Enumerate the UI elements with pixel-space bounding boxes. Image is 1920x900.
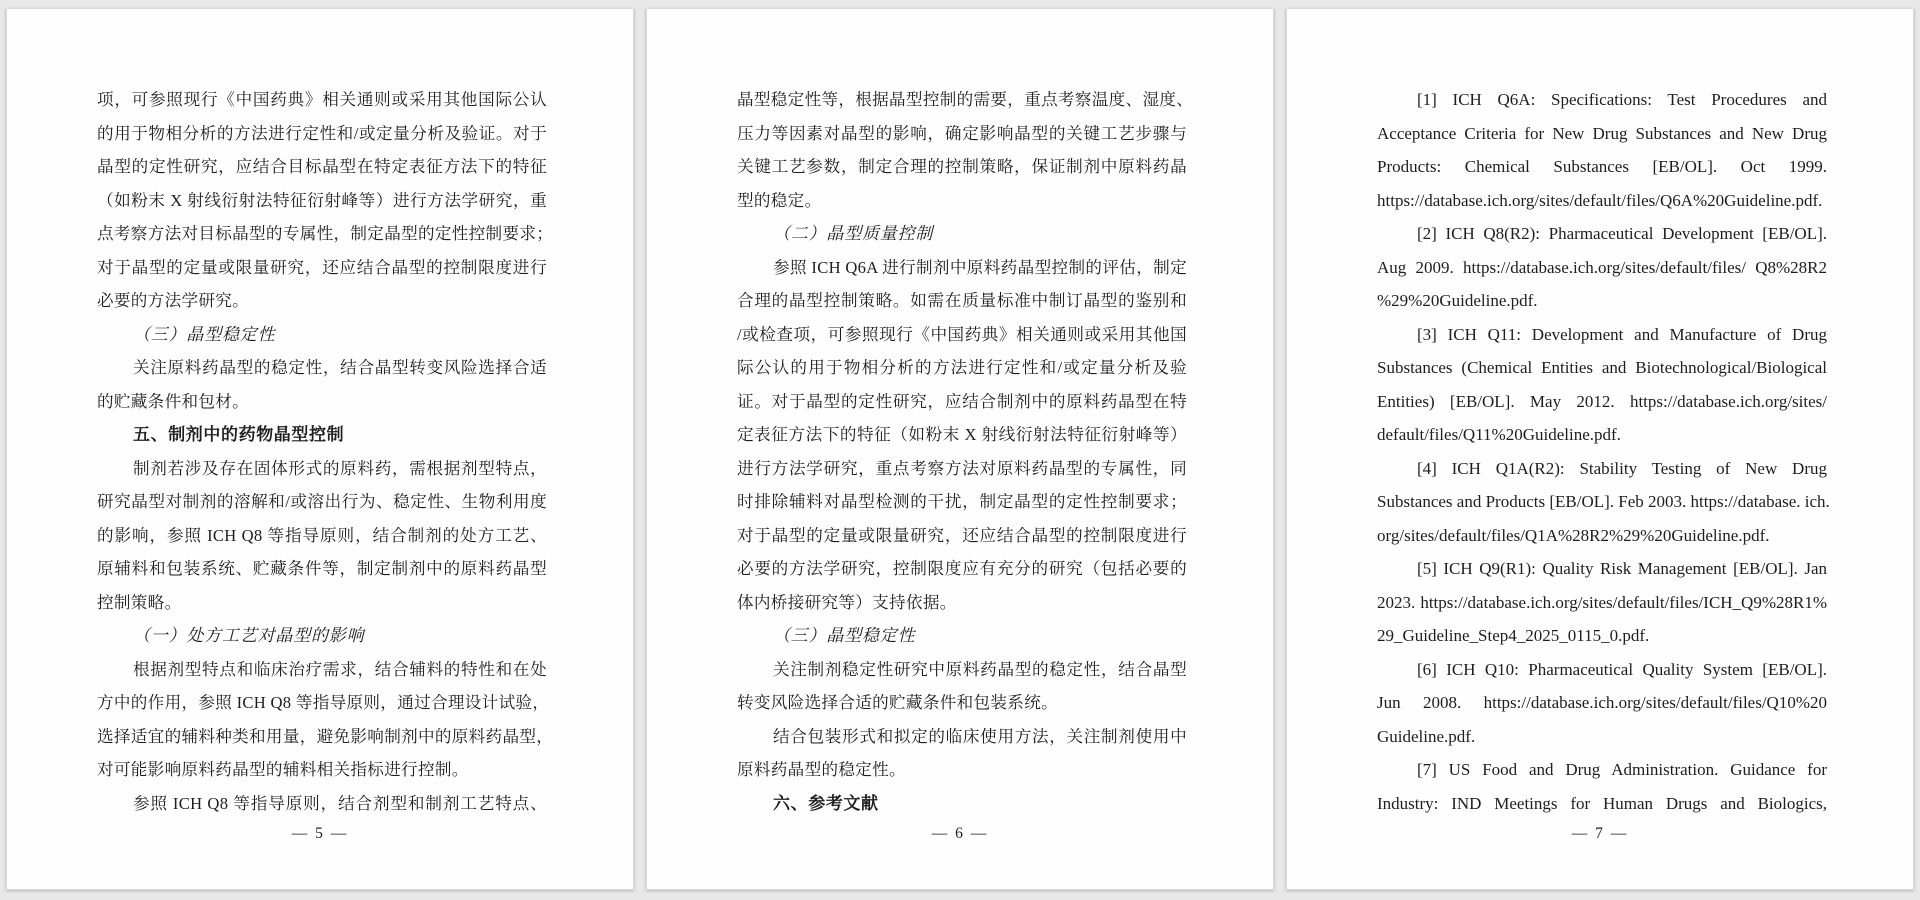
text-line: 原辅料和包装系统、贮藏条件等，制定制剂中的原料药晶型	[97, 559, 547, 578]
text-line: [7] US Food and Drug Administration. Guidance for	[1417, 760, 1827, 779]
text-line: 项，可参照现行《中国药典》相关通则或采用其他国际公认	[97, 90, 547, 109]
text-line: %29%20Guideline.pdf.	[1377, 291, 1538, 310]
text-line: 参照 ICH Q6A 进行制剂中原料药晶型控制的评估，制定	[773, 257, 1187, 277]
text-line: 根据剂型特点和临床治疗需求，结合辅料的特性和在处	[133, 659, 547, 679]
text-line: 压力等因素对晶型的影响，确定影响晶型的关键工艺步骤与	[737, 123, 1187, 143]
text-line: 晶型的定性研究，应结合目标晶型在特定表征方法下的特征	[97, 157, 547, 176]
text-line: 方中的作用，参照 ICH Q8 等指导原则，通过合理设计试验，	[97, 693, 550, 712]
text-line: 对可能影响原料药晶型的辅料相关指标进行控制。	[97, 760, 469, 779]
section-heading: 六、参考文献	[773, 793, 879, 813]
text-line: 29_Guideline_Step4_2025_0115_0.pdf.	[1377, 626, 1650, 645]
text-line: 参照 ICH Q8 等指导原则，结合剂型和制剂工艺特点、	[133, 793, 547, 813]
text-line: Substances and Products [EB/OL]. Feb 2003. https://database. ich.	[1377, 492, 1830, 511]
page-7-text	[1377, 83, 1830, 820]
text-line: 进行方法学研究，重点考察方法对原料药晶型的专属性，同	[737, 458, 1187, 478]
page-6-text	[737, 83, 1194, 820]
sub-heading: （三）晶型稳定性	[133, 324, 276, 344]
page-number-5: — 5 —	[291, 825, 349, 842]
text-line: （如粉末 X 射线衍射法特征衍射峰等）进行方法学研究，重	[97, 190, 547, 210]
sub-heading: （一）处方工艺对晶型的影响	[133, 626, 365, 645]
text-line: Entities) [EB/OL]. May 2012. https://database.ich.org/sites/	[1377, 391, 1827, 411]
text-line: 研究晶型对制剂的溶解和/或溶出行为、稳定性、生物利用度	[97, 492, 547, 511]
section-heading: 五、制剂中的药物晶型控制	[133, 425, 345, 444]
text-line: 必要的方法学研究，控制限度应有充分的研究（包括必要的	[737, 559, 1187, 578]
text-line: Products: Chemical Substances [EB/OL]. Oct 1999.	[1377, 157, 1827, 176]
text-line: 证。对于晶型的定性研究，应结合制剂中的原料药晶型在特	[737, 391, 1187, 411]
text-line: 关注原料药晶型的稳定性，结合晶型转变风险选择合适	[133, 358, 547, 377]
text-line: 的影响，参照 ICH Q8 等指导原则，结合制剂的处方工艺、	[97, 525, 547, 545]
text-line: 必要的方法学研究。	[97, 291, 250, 310]
text-line: 关注制剂稳定性研究中原料药晶型的稳定性，结合晶型	[773, 659, 1187, 679]
text-line: 转变风险选择合适的贮藏条件和包装系统。	[737, 693, 1058, 712]
text-line: [5] ICH Q9(R1): Quality Risk Management [EB/OL]. Jan	[1417, 559, 1827, 578]
text-line: Industry: IND Meetings for Human Drugs and Biologics,	[1377, 793, 1827, 813]
page-number-7: — 7 —	[1571, 825, 1629, 842]
text-line: 原料药晶型的稳定性。	[737, 760, 906, 779]
text-line: Substances (Chemical Entities and Biotechnological/Biological	[1377, 358, 1827, 377]
text-line: [4] ICH Q1A(R2): Stability Testing of New Drug	[1417, 458, 1827, 478]
text-line: Acceptance Criteria for New Drug Substances and New Drug	[1377, 123, 1827, 143]
text-line: 控制策略。	[97, 592, 182, 612]
page-5-text	[97, 83, 554, 820]
page-number-6: — 6 —	[931, 825, 989, 842]
document-page-7-references	[1286, 8, 1914, 890]
text-line: [1] ICH Q6A: Specifications: Test Procedures and	[1417, 90, 1827, 109]
text-line: Jun 2008. https://database.ich.org/sites/default/files/Q10%20	[1377, 693, 1827, 712]
document-page-5	[6, 8, 634, 890]
text-line: 合理的晶型控制策略。如需在质量标准中制订晶型的鉴别和	[737, 291, 1187, 310]
text-line: 关键工艺参数，制定合理的控制策略，保证制剂中原料药晶	[737, 157, 1187, 176]
document-page-6	[646, 8, 1274, 890]
text-line: [2] ICH Q8(R2): Pharmaceutical Development [EB/OL].	[1417, 224, 1827, 243]
text-line: 的贮藏条件和包材。	[97, 391, 250, 411]
text-line: 结合包装形式和拟定的临床使用方法，关注制剂使用中	[773, 726, 1187, 746]
text-line: 点考察方法对目标晶型的专属性，制定晶型的定性控制要求；	[97, 224, 554, 243]
text-line: 时排除辅料对晶型检测的干扰，制定晶型的定性控制要求；	[737, 492, 1187, 511]
text-line: org/sites/default/files/Q1A%28R2%29%20Guideline.pdf.	[1377, 525, 1770, 545]
text-line: 制剂若涉及存在固体形式的原料药，需根据剂型特点，	[133, 458, 547, 478]
text-line: 对于晶型的定量或限量研究，还应结合晶型的控制限度进行	[97, 257, 547, 277]
text-line: 晶型稳定性等，根据晶型控制的需要，重点考察温度、湿度、	[737, 90, 1194, 109]
text-line: 2023. https://database.ich.org/sites/default/files/ICH_Q9%28R1%	[1377, 592, 1827, 612]
text-line: 的用于物相分析的方法进行定性和/或定量分析及验证。对于	[97, 123, 547, 143]
text-line: [6] ICH Q10: Pharmaceutical Quality System [EB/OL].	[1417, 659, 1827, 679]
text-line: https://database.ich.org/sites/default/files/Q6A%20Guideline.pdf.	[1377, 190, 1823, 210]
sub-heading: （三）晶型稳定性	[773, 626, 916, 645]
text-line: 定表征方法下的特征（如粉末 X 射线衍射法特征衍射峰等）	[737, 425, 1187, 444]
text-line: 际公认的用于物相分析的方法进行定性和/或定量分析及验	[737, 358, 1187, 377]
text-line: Aug 2009. https://database.ich.org/sites/default/files/ Q8%28R2	[1377, 257, 1827, 277]
text-line: 选择适宜的辅料种类和用量，避免影响制剂中的原料药晶型，	[97, 726, 554, 746]
text-line: default/files/Q11%20Guideline.pdf.	[1377, 425, 1621, 444]
text-line: [3] ICH Q11: Development and Manufacture of Drug	[1417, 324, 1827, 344]
text-line: 型的稳定。	[737, 190, 822, 210]
text-line: Guideline.pdf.	[1377, 726, 1476, 746]
text-line: 体内桥接研究等）支持依据。	[737, 592, 957, 612]
text-line: /或检查项，可参照现行《中国药典》相关通则或采用其他国	[737, 324, 1187, 344]
text-line: 对于晶型的定量或限量研究，还应结合晶型的控制限度进行	[737, 525, 1187, 545]
sub-heading: （二）晶型质量控制	[773, 224, 934, 243]
